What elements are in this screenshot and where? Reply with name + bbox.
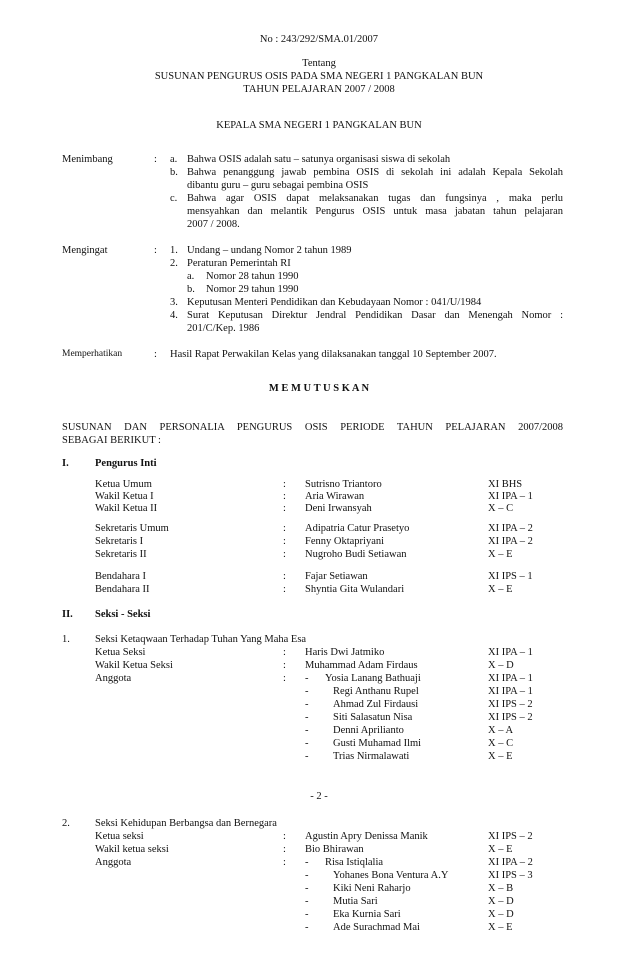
member-dash: - [305,922,309,933]
pengurus-class: XI BHS [488,479,523,490]
pengurus-role: Wakil Ketua II [95,503,158,514]
member-dash: - [305,725,309,736]
seksi1-wakil-role: Wakil Ketua Seksi [95,660,173,671]
member-class: XI IPA – 2 [488,857,533,868]
seksi2-ketua-class: XI IPS – 2 [488,831,533,842]
member-dash: - [305,738,309,749]
seksi1-number: 1. [62,634,70,645]
seksi1-anggota-label: Anggota [95,673,132,684]
pengurus-colon: : [283,536,286,547]
seksi2-anggota-label: Anggota [95,857,132,868]
member-class: XI IPS – 2 [488,712,533,723]
mengingat-colon: : [154,245,157,256]
member-dash: - [305,751,309,762]
member-dash: - [305,673,309,684]
pengurus-class: X – E [488,549,513,560]
member-dash: - [305,909,309,920]
pengurus-colon: : [283,479,286,490]
document-title-line1: SUSUNAN PENGURUS OSIS PADA SMA NEGERI 1 PANGKALAN BUN [154,71,484,82]
mengingat-3-text: Keputusan Menteri Pendidikan dan Kebudayaan Nomor : 041/U/1984 [187,297,482,308]
seksi2-wakil-class: X – E [488,844,513,855]
seksi2-anggota-colon: : [283,857,286,868]
member-dash: - [305,686,309,697]
member-dash: - [305,883,309,894]
seksi2-ketua-name: Agustin Apry Denissa Manik [305,831,428,842]
pengurus-role: Ketua Umum [95,479,152,490]
seksi2-wakil-role: Wakil ketua seksi [95,844,169,855]
pengurus-role: Bendahara I [95,571,147,582]
mengingat-2-marker: 2. [170,258,178,269]
intro-line2: SEBAGAI BERIKUT : [62,435,161,446]
seksi1-ketua-name: Haris Dwi Jatmiko [305,647,385,658]
mengingat-2-text: Peraturan Pemerintah RI [187,258,291,269]
pengurus-name: Fenny Oktapriyani [305,536,385,547]
pengurus-class: XI IPS – 1 [488,571,533,582]
seksi1-ketua-role: Ketua Seksi [95,647,146,658]
pengurus-class: X – E [488,584,513,595]
memutuskan-heading: M E M U T U S K A N [268,383,370,394]
seksi2-ketua-role: Ketua seksi [95,831,144,842]
kepala-sekolah-heading: KEPALA SMA NEGERI 1 PANGKALAN BUN [216,120,422,131]
pengurus-name: Fajar Setiawan [305,571,368,582]
seksi2-wakil-colon: : [283,844,286,855]
mengingat-1-text: Undang – undang Nomor 2 tahun 1989 [187,245,352,256]
mengingat-2b-marker: b. [187,284,195,295]
pengurus-name: Adipatria Catur Prasetyo [305,523,410,534]
document-number: No : 243/292/SMA.01/2007 [259,34,379,45]
menimbang-colon: : [154,154,157,165]
member-dash: - [305,896,309,907]
mengingat-2b-text: Nomor 29 tahun 1990 [206,284,299,295]
memperhatikan-label: Memperhatikan [62,349,123,359]
member-name: Regi Anthanu Rupel [333,686,419,697]
mengingat-2a-marker: a. [187,271,195,282]
pengurus-name: Deni Irwansyah [305,503,372,514]
seksi2-number: 2. [62,818,70,829]
menimbang-c-line1: Bahwa agar OSIS dapat melaksanakan tugas dan fungsinya , maka perlu [187,193,563,204]
section2-number: II. [62,609,73,620]
mengingat-4-marker: 4. [170,310,178,321]
menimbang-a-marker: a. [170,154,178,165]
member-name: Yosia Lanang Bathuaji [325,673,421,684]
member-name: Gusti Muhamad Ilmi [333,738,422,749]
seksi2-ketua-colon: : [283,831,286,842]
menimbang-c-line3: 2007 / 2008. [187,219,240,230]
member-class: X – E [488,922,513,933]
pengurus-colon: : [283,491,286,502]
seksi1-wakil-name: Muhammad Adam Firdaus [305,660,418,671]
seksi1-title: Seksi Ketaqwaan Terhadap Tuhan Yang Maha Esa [95,634,307,645]
section1-title: Pengurus Inti [95,458,157,469]
member-name: Denni Aprilianto [333,725,404,736]
mengingat-label: Mengingat [62,245,108,256]
pengurus-colon: : [283,523,286,534]
menimbang-label: Menimbang [62,154,113,165]
member-class: XI IPA – 1 [488,673,533,684]
member-dash: - [305,699,309,710]
member-class: X – C [488,738,514,749]
member-class: X – A [488,725,514,736]
member-name: Kiki Neni Raharjo [333,883,411,894]
pengurus-colon: : [283,571,286,582]
intro-line1: SUSUNAN DAN PERSONALIA PENGURUS OSIS PERIODE TAHUN PELAJARAN 2007/2008 [62,422,563,433]
pengurus-colon: : [283,549,286,560]
member-class: X – B [488,883,514,894]
pengurus-name: Sutrisno Triantoro [305,479,382,490]
tentang-label: Tentang [302,58,336,69]
member-class: XI IPS – 2 [488,699,533,710]
member-dash: - [305,857,309,868]
section2-title: Seksi - Seksi [95,609,151,620]
memperhatikan-text: Hasil Rapat Perwakilan Kelas yang dilaksanakan tanggal 10 September 2007. [170,349,497,360]
pengurus-role: Wakil Ketua I [95,491,154,502]
member-name: Mutia Sari [333,896,378,907]
pengurus-class: XI IPA – 2 [488,536,533,547]
seksi1-wakil-class: X – D [488,660,514,671]
member-name: Yohanes Bona Ventura A.Y [333,870,449,881]
pengurus-name: Shyntia Gita Wulandari [305,584,405,595]
member-name: Ade Surachmad Mai [333,922,420,933]
member-class: X – D [488,896,514,907]
seksi1-ketua-colon: : [283,647,286,658]
menimbang-c-line2: mensyahkan dan melantik Pengurus OSIS untuk masa jabatan tahun pelajaran [187,206,563,217]
pengurus-role: Sekretaris I [95,536,144,547]
pengurus-name: Aria Wirawan [305,491,365,502]
mengingat-4-line1: Surat Keputusan Direktur Jendral Pendidikan Dasar dan Menengah Nomor : [187,310,563,321]
pengurus-colon: : [283,584,286,595]
mengingat-1-marker: 1. [170,245,178,256]
mengingat-2a-text: Nomor 28 tahun 1990 [206,271,299,282]
pengurus-role: Sekretaris Umum [95,523,169,534]
mengingat-4-line2: 201/C/Kep. 1986 [187,323,260,334]
member-dash: - [305,712,309,723]
seksi2-wakil-name: Bio Bhirawan [305,844,364,855]
seksi1-anggota-colon: : [283,673,286,684]
member-class: XI IPS – 3 [488,870,533,881]
document-title-line2: TAHUN PELAJARAN 2007 / 2008 [243,84,395,95]
menimbang-b-marker: b. [170,167,178,178]
section1-number: I. [62,458,69,469]
pengurus-role: Sekretaris II [95,549,147,560]
member-name: Risa Istiqlalia [325,857,384,868]
pengurus-class: XI IPA – 2 [488,523,533,534]
pengurus-class: XI IPA – 1 [488,491,533,502]
seksi1-ketua-class: XI IPA – 1 [488,647,533,658]
mengingat-3-marker: 3. [170,297,178,308]
member-dash: - [305,870,309,881]
member-name: Siti Salasatun Nisa [333,712,413,723]
seksi1-wakil-colon: : [283,660,286,671]
pengurus-name: Nugroho Budi Setiawan [305,549,407,560]
member-class: XI IPA – 1 [488,686,533,697]
pengurus-class: X – C [488,503,514,514]
memperhatikan-colon: : [154,349,157,360]
member-name: Trias Nirmalawati [333,751,410,762]
menimbang-c-marker: c. [170,193,178,204]
member-class: X – E [488,751,513,762]
seksi2-title: Seksi Kehidupan Berbangsa dan Bernegara [95,818,277,829]
member-name: Ahmad Zul Firdausi [333,699,419,710]
page-number: - 2 - [310,791,328,802]
member-class: X – D [488,909,514,920]
menimbang-a-text: Bahwa OSIS adalah satu – satunya organisasi siswa di sekolah [187,154,451,165]
pengurus-role: Bendahara II [95,584,150,595]
member-name: Eka Kurnia Sari [333,909,401,920]
pengurus-colon: : [283,503,286,514]
menimbang-b-line2: dibantu guru – guru sebagai pembina OSIS [187,180,369,191]
menimbang-b-line1: Bahwa penanggung jawab pembina OSIS di sekolah ini adalah Kepala Sekolah [187,167,563,178]
